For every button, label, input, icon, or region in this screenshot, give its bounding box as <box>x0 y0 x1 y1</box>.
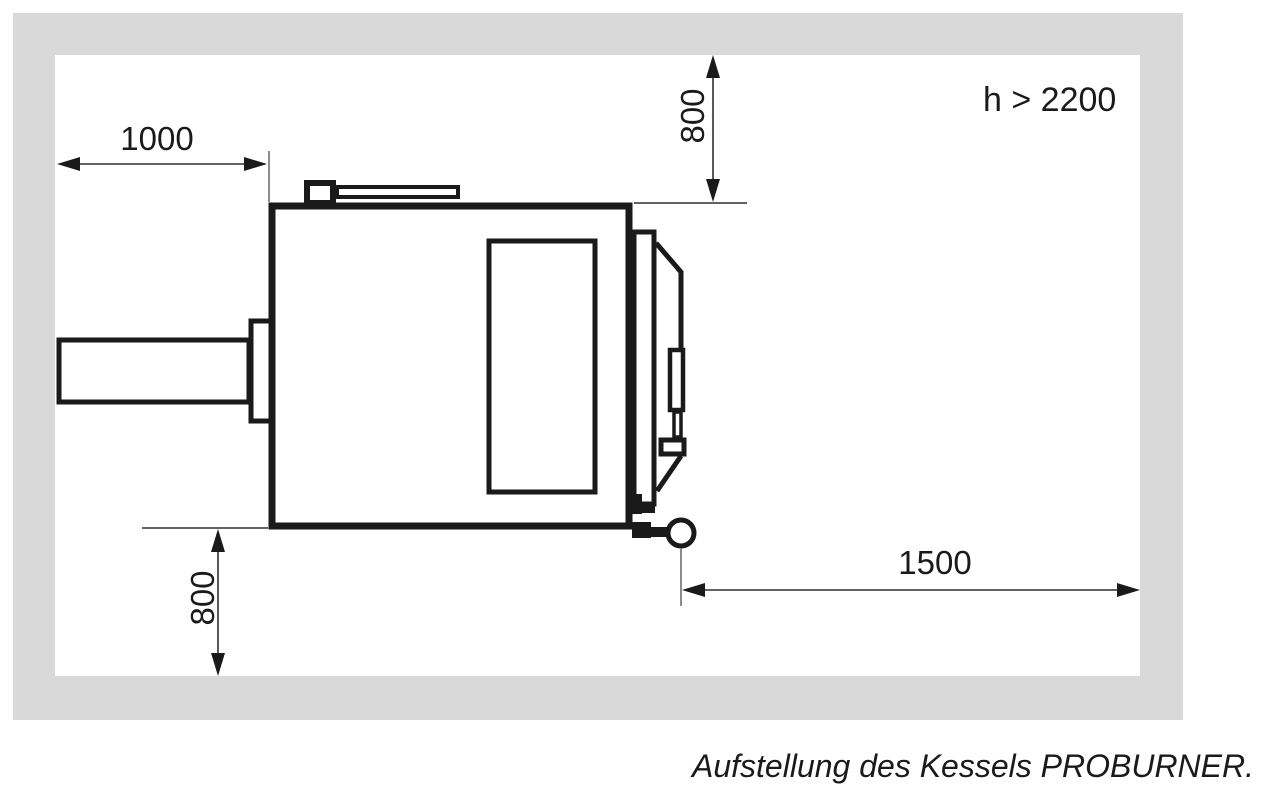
flue-pipe <box>59 340 249 402</box>
burner-base <box>661 440 684 454</box>
door-panel <box>634 232 654 504</box>
arrow-down-icon <box>706 179 720 202</box>
arrow-right-icon <box>244 157 267 171</box>
top-cap <box>307 183 333 203</box>
flue-flange <box>251 321 271 421</box>
burner-brace <box>657 456 681 491</box>
front-clearance-label: 1500 <box>898 544 972 581</box>
ceiling-height-note: h > 2200 <box>983 81 1117 119</box>
door-window <box>489 241 595 492</box>
burner-cylinder <box>670 350 683 410</box>
arrow-down-icon <box>211 653 225 676</box>
door-bottom-ledge <box>642 505 655 513</box>
figure-caption: Aufstellung des Kessels PROBURNER. <box>692 748 1254 784</box>
door-bottom-step <box>632 494 642 514</box>
drain-wheel <box>668 520 694 546</box>
top-rail <box>337 187 458 197</box>
drain-stub <box>651 527 668 537</box>
left-clearance-label: 1000 <box>120 120 194 157</box>
top-clearance-label: 800 <box>674 88 711 144</box>
bottom-clearance-label: 800 <box>184 570 221 626</box>
arrow-up-icon <box>211 529 225 552</box>
drain-elbow <box>632 522 651 538</box>
arrow-up-icon <box>706 55 720 78</box>
arrow-left-icon <box>57 157 80 171</box>
dimension-left-clearance <box>57 120 269 202</box>
dimension-top-clearance <box>634 55 747 203</box>
dimension-bottom-clearance <box>142 528 268 676</box>
arrow-left-icon <box>682 583 705 597</box>
dimension-front-clearance <box>681 544 1140 606</box>
burner-stem <box>674 412 681 437</box>
burner-cone-top <box>656 243 681 349</box>
arrow-right-icon <box>1117 583 1140 597</box>
